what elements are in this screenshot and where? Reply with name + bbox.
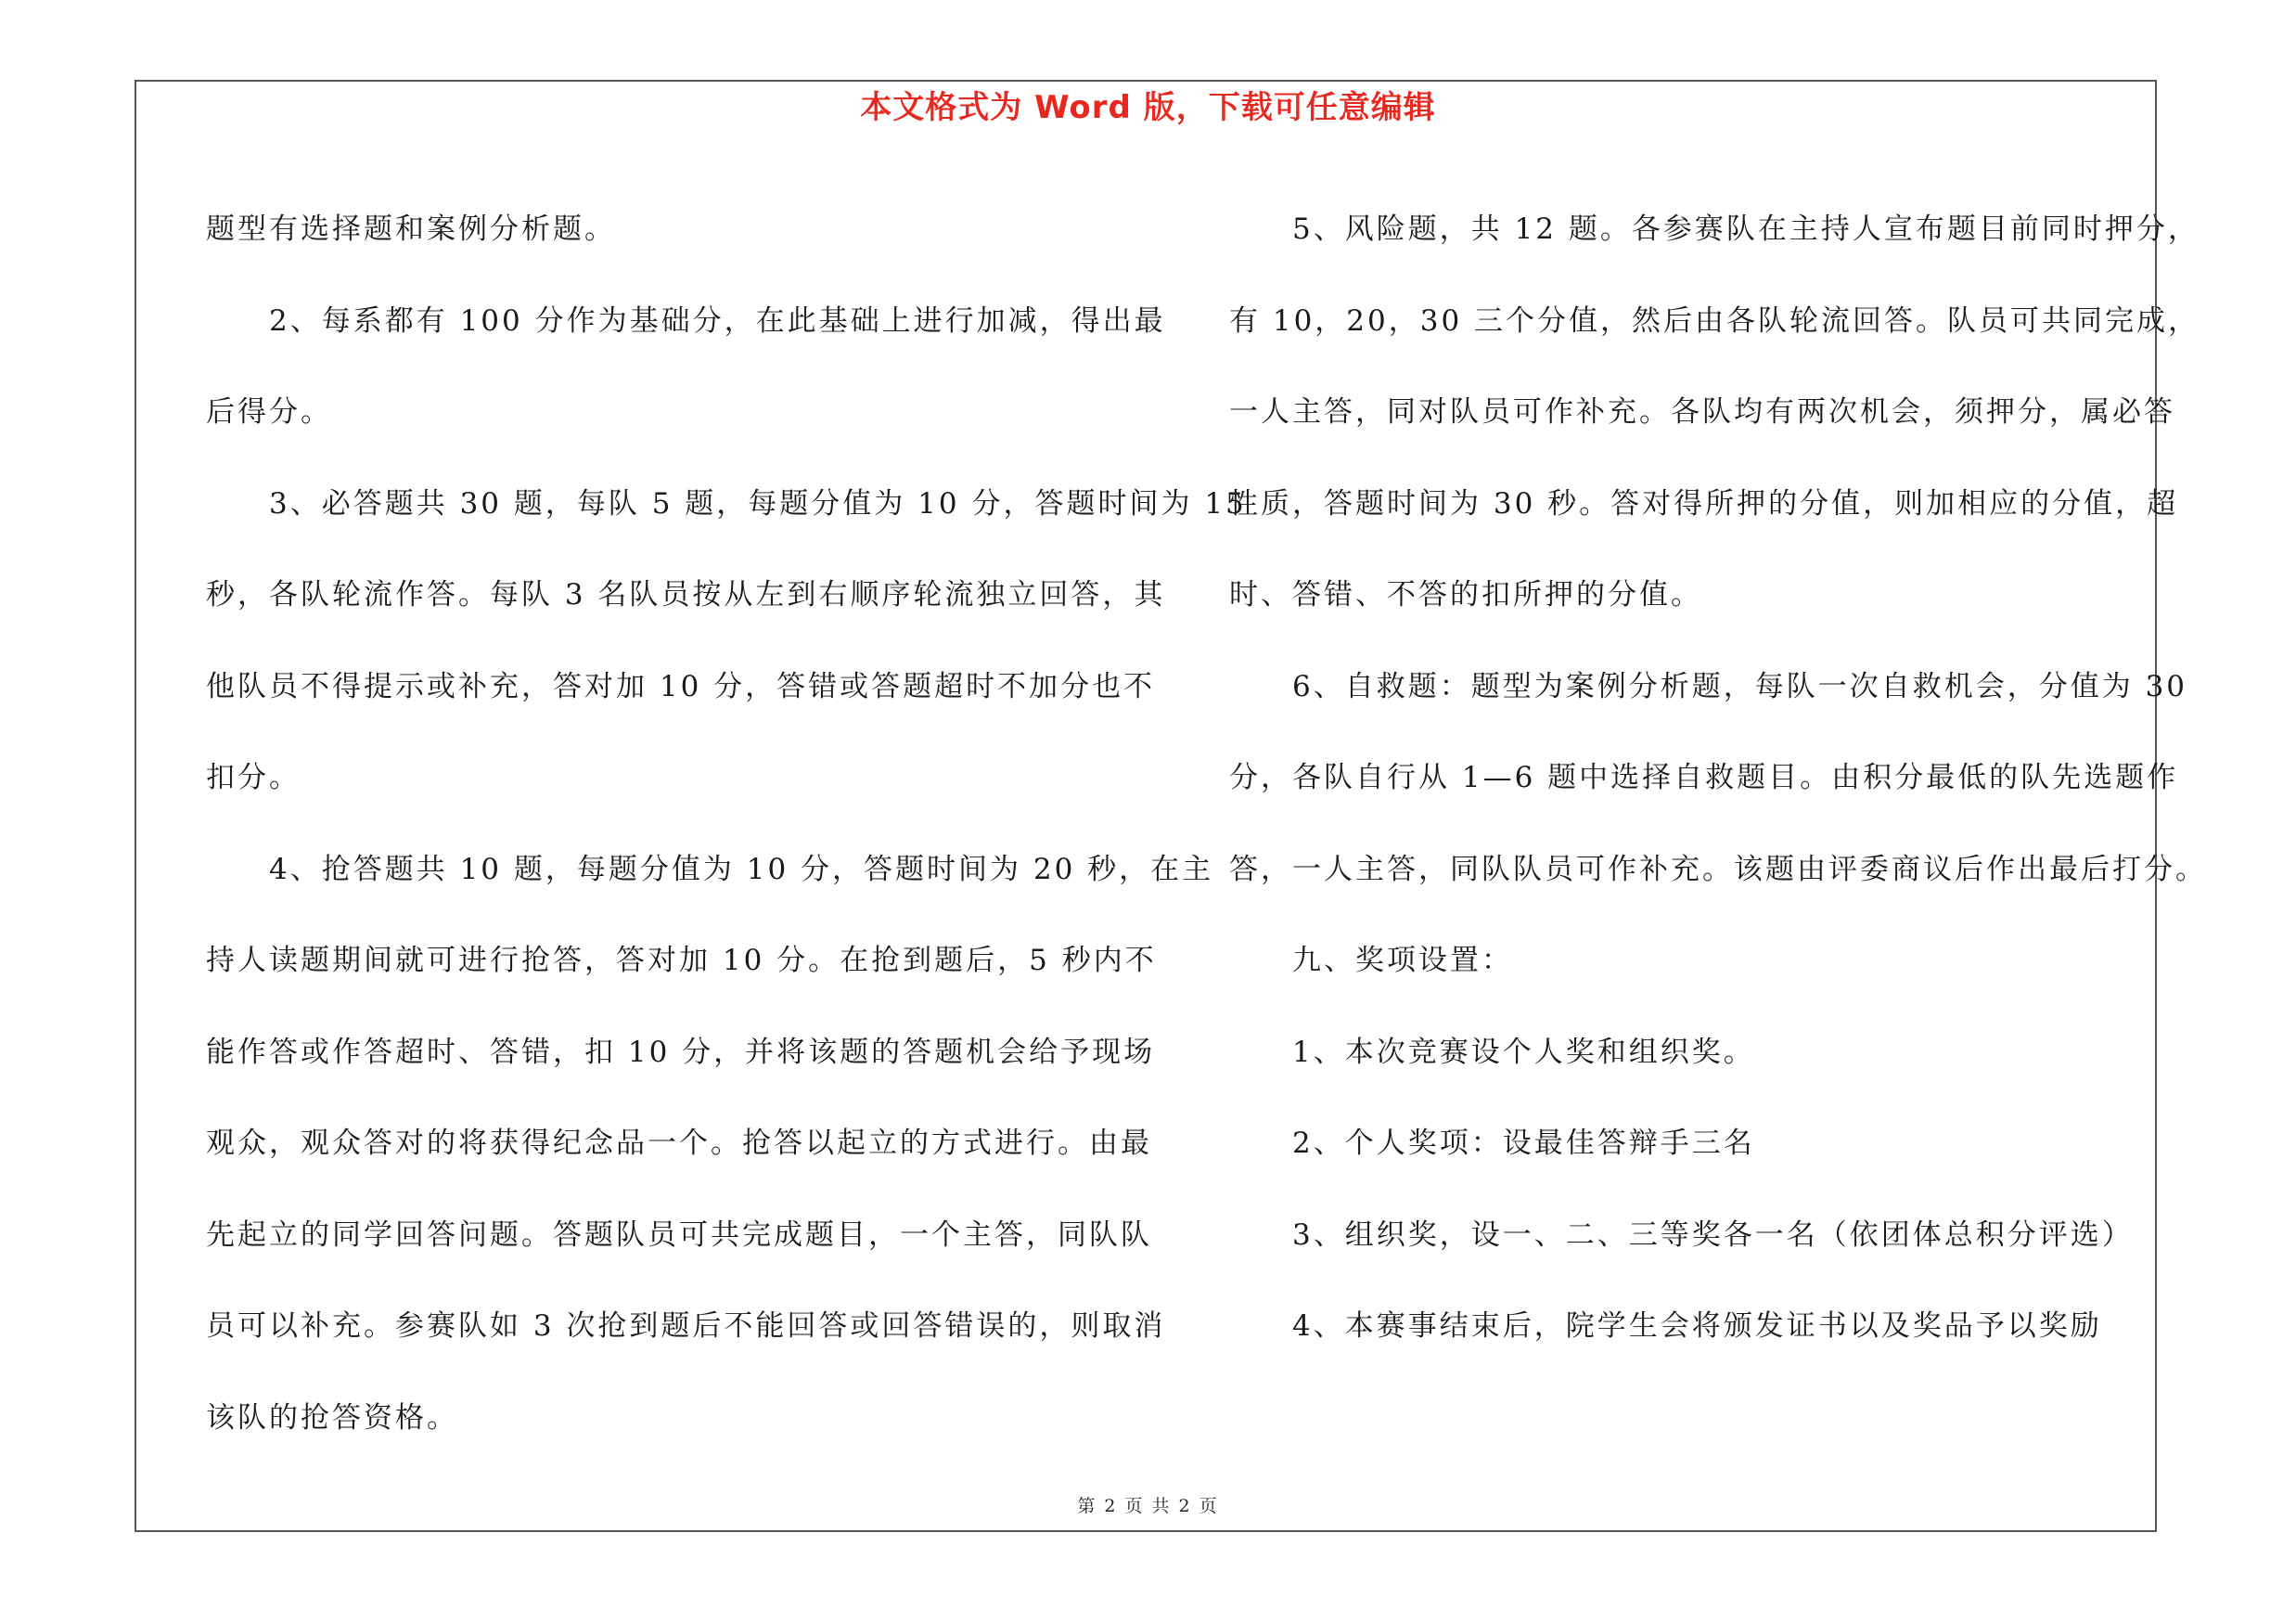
text-line: 1、本次竞赛设个人奖和组织奖。 <box>1292 1035 1755 1069</box>
text-line: 他队员不得提示或补充，答对加 10 分，答错或答题超时不加分也不 <box>206 669 1156 703</box>
section-heading: 九、奖项设置： <box>1292 944 1513 977</box>
word-format-banner: 本文格式为 Word 版，下载可任意编辑 <box>860 89 1436 126</box>
text-line: 6、自救题：题型为案例分析题，每队一次自救机会，分值为 30 <box>1292 669 2188 703</box>
text-line: 5、风险题，共 12 题。各参赛队在主持人宣布题目前同时押分， <box>1292 213 2200 246</box>
page-number: 第 2 页 共 2 页 <box>1077 1496 1219 1516</box>
right-column <box>1229 184 2207 1372</box>
text-line: 性质，答题时间为 30 秒。答对得所押的分值，则加相应的分值，超 <box>1229 486 2179 521</box>
text-line: 秒，各队轮流作答。每队 3 名队员按从左到右顺序轮流独立回答，其 <box>206 578 1166 612</box>
text-line: 一人主答，同对队员可作补充。各队均有两次机会，须押分，属必答 <box>1229 395 2175 429</box>
text-line: 扣分。 <box>206 761 301 794</box>
text-line: 3、组织奖，设一、二、三等奖各一名（依团体总积分评选） <box>1292 1217 2134 1252</box>
text-line: 4、抢答题共 10 题，每题分值为 10 分，答题时间为 20 秒，在主 <box>269 852 1214 886</box>
text-line: 观众，观众答对的将获得纪念品一个。抢答以起立的方式进行。由最 <box>206 1127 1152 1160</box>
text-line: 答，一人主答，同队队员可作补充。该题由评委商议后作出最后打分。 <box>1229 852 2207 886</box>
text-line: 题型有选择题和案例分析题。 <box>206 213 616 246</box>
left-column <box>206 184 1247 1463</box>
text-line: 4、本赛事结束后，院学生会将颁发证书以及奖品予以奖励 <box>1292 1309 2102 1343</box>
text-line: 2、个人奖项：设最佳答辩手三名 <box>1292 1127 1755 1160</box>
text-line: 3、必答题共 30 题，每队 5 题，每题分值为 10 分，答题时间为 15 <box>269 486 1247 521</box>
text-line: 员可以补充。参赛队如 3 次抢到题后不能回答或回答错误的，则取消 <box>206 1309 1166 1343</box>
text-line: 该队的抢答资格。 <box>206 1400 458 1435</box>
text-line: 先起立的同学回答问题。答题队员可共完成题目，一个主答，同队队 <box>206 1217 1152 1252</box>
text-line: 有 10，20，30 三个分值，然后由各队轮流回答。队员可共同完成， <box>1229 303 2200 338</box>
text-line: 能作答或作答超时、答错，扣 10 分，并将该题的答题机会给予现场 <box>206 1035 1156 1069</box>
text-line: 2、每系都有 100 分作为基础分，在此基础上进行加减，得出最 <box>269 303 1166 338</box>
text-line: 持人读题期间就可进行抢答，答对加 10 分。在抢到题后，5 秒内不 <box>206 944 1157 977</box>
text-line: 后得分。 <box>206 395 332 429</box>
text-line: 分，各队自行从 1—6 题中选择自救题目。由积分最低的队先选题作 <box>1229 761 2179 794</box>
text-line: 时、答错、不答的扣所押的分值。 <box>1229 578 1702 612</box>
